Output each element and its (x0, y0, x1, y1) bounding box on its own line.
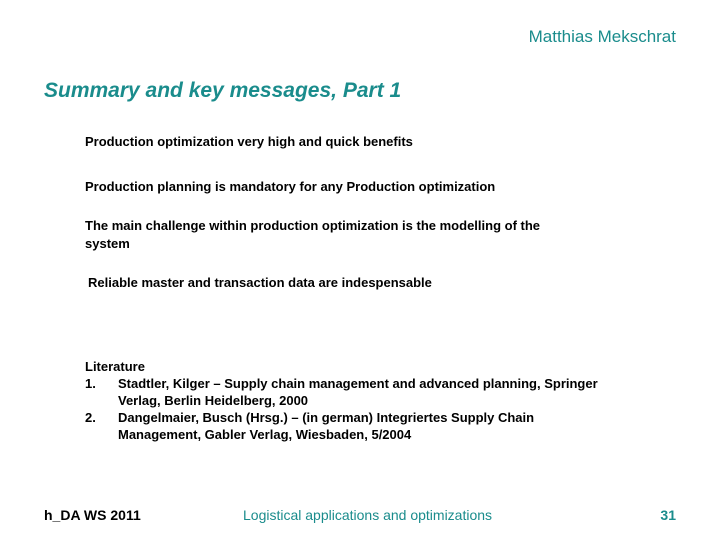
literature-text: Dangelmaier, Busch (Hrsg.) – (in german) Integriertes Supply Chain Management, Gabler Verlag, Wiesbaden, 5/2004 (118, 410, 535, 442)
slide-title: Summary and key messages, Part 1 (44, 79, 402, 102)
literature-item (85, 409, 605, 443)
literature-number: 1. (85, 376, 96, 391)
footer-course: h_DA WS 2011 (44, 507, 141, 523)
literature-text: Stadtler, Kilger – Supply chain management and advanced planning, Springer Verlag, Berlin Heidelberg, 2000 (118, 376, 598, 408)
author-name: Matthias Mekschrat (528, 27, 676, 46)
page-number: 31 (660, 507, 676, 523)
literature-item (85, 375, 605, 409)
bullet-item: Reliable master and transaction data are indespensable (88, 275, 432, 290)
bullet-item: The main challenge within production optimization is the modelling of the system (85, 218, 541, 251)
literature-section (85, 358, 605, 443)
literature-number: 2. (85, 410, 96, 425)
bullet-item: Production optimization very high and quick benefits (85, 134, 413, 149)
footer-course-title: Logistical applications and optimizations (243, 507, 493, 523)
literature-heading: Literature (85, 359, 145, 374)
bullet-item: Production planning is mandatory for any Production optimization (85, 179, 496, 194)
